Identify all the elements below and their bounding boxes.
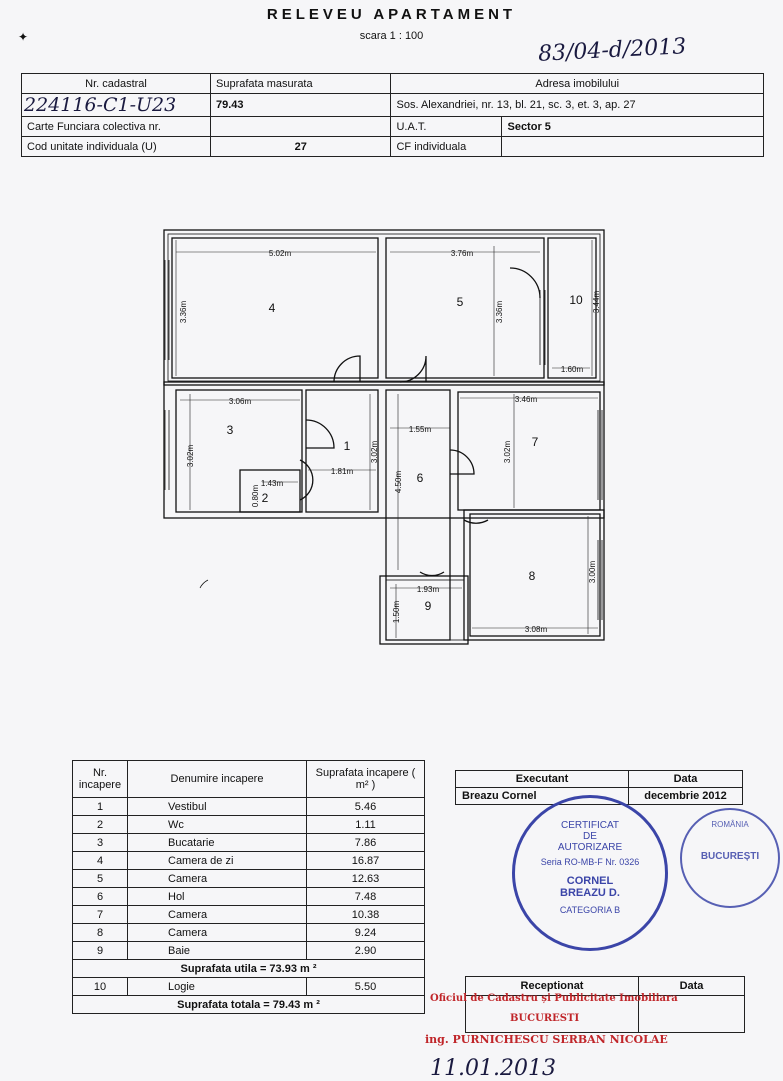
table-row <box>73 852 425 870</box>
row-area: 7.48 <box>307 888 425 906</box>
row-area: 7.86 <box>307 834 425 852</box>
room-3-number: 3 <box>226 423 234 437</box>
table-row <box>73 906 425 924</box>
table-row <box>73 888 425 906</box>
receptionat-data-label: Data <box>639 977 745 996</box>
row-nr: 3 <box>73 834 128 852</box>
cf-individuala-label: CF individuala <box>391 137 502 157</box>
dim-r8-height: 3.00m <box>588 560 597 584</box>
dim-r3-height: 3.02m <box>186 444 195 468</box>
row-name: Logie <box>128 978 307 996</box>
row-name: Vestibul <box>128 798 307 816</box>
page-title: RELEVEU APARTAMENT <box>266 6 517 23</box>
dim-r9-height: 1.50m <box>392 600 401 624</box>
room-10-number: 10 <box>569 293 583 307</box>
dim-r5-height: 3.36m <box>495 300 504 324</box>
office-city-line: BUCURESTI <box>510 1013 580 1024</box>
dim-r1-width: 1.81m <box>330 467 354 476</box>
mark-icon: ✦ <box>18 30 29 44</box>
dim-r4-width: 5.02m <box>268 249 292 258</box>
row-nr: 9 <box>73 942 128 960</box>
dim-r7-height: 3.02m <box>503 440 512 464</box>
cod-unitate-label: Cod unitate individuala (U) <box>22 137 211 157</box>
row-nr: 1 <box>73 798 128 816</box>
uat-label: U.A.T. <box>391 117 502 137</box>
row-area: 1.11 <box>307 816 425 834</box>
dim-r4-height: 3.36m <box>179 300 188 324</box>
row-area: 10.38 <box>307 906 425 924</box>
table-row <box>73 978 425 996</box>
dim-r10-width: 1.60m <box>560 365 584 374</box>
row-name: Camera <box>128 924 307 942</box>
row-name: Bucatarie <box>128 834 307 852</box>
room-8-number: 8 <box>528 569 536 583</box>
row-name: Wc <box>128 816 307 834</box>
executant-label: Executant <box>456 771 629 788</box>
table-row <box>73 834 425 852</box>
certificate-stamp: CERTIFICAT DE AUTORIZARE Seria RO-MB-F Nr. 0326 CORNEL BREAZU D. CATEGORIA B <box>512 795 668 951</box>
rooms-table <box>72 760 425 1014</box>
row-area: 16.87 <box>307 852 425 870</box>
col-area-header: Suprafata incapere ( m² ) <box>307 761 425 798</box>
row-nr: 4 <box>73 852 128 870</box>
scale-label: scara 1 : 100 <box>359 30 424 42</box>
dim-r3-width: 3.06m <box>228 397 252 406</box>
dim-r10-height: 3.44m <box>592 290 601 314</box>
row-area: 5.50 <box>307 978 425 996</box>
adresa-value: Sos. Alexandriei, nr. 13, bl. 21, sc. 3, et. 3, ap. 27 <box>391 94 764 117</box>
dim-r1-height: 3.02m <box>370 440 379 464</box>
uat-value: Sector 5 <box>502 117 764 137</box>
table-row <box>73 798 425 816</box>
receptionat-table <box>465 976 745 1033</box>
ocpi-stamp: ROMÂNIA BUCUREȘTI <box>680 808 780 908</box>
dim-r5-width: 3.76m <box>450 249 474 258</box>
room-2-number: 2 <box>261 491 269 505</box>
nr-cadastral-label: Nr. cadastral <box>22 74 211 94</box>
row-name: Camera <box>128 870 307 888</box>
row-area: 5.46 <box>307 798 425 816</box>
executant-name: Breazu Cornel <box>456 788 629 805</box>
col-name-header: Denumire incapere <box>128 761 307 798</box>
footer-handwritten-date: 11.01.2013 <box>430 1056 556 1081</box>
row-area: 2.90 <box>307 942 425 960</box>
dim-r8-width: 3.08m <box>524 625 548 634</box>
util-total: Suprafata utila = 73.93 m ² <box>73 960 425 978</box>
table-row <box>73 942 425 960</box>
grand-total: Suprafata totala = 79.43 m ² <box>73 996 425 1014</box>
nr-cadastral-value: 224116-C1-U23 <box>22 94 211 117</box>
room-6-number: 6 <box>416 471 424 485</box>
room-7-number: 7 <box>531 435 539 449</box>
dim-r6-height: 4.50m <box>394 470 403 494</box>
row-name: Hol <box>128 888 307 906</box>
plan-outer-top <box>164 230 604 385</box>
engineer-line: ing. PURNICHESCU SERBAN NICOLAE <box>425 1033 668 1046</box>
row-name: Camera <box>128 906 307 924</box>
cod-unitate-value: 27 <box>211 137 391 157</box>
row-nr: 10 <box>73 978 128 996</box>
receptionat-label: Receptionat <box>466 977 639 996</box>
row-nr: 8 <box>73 924 128 942</box>
carte-funciara-label: Carte Funciara colectiva nr. <box>22 117 211 137</box>
row-name: Baie <box>128 942 307 960</box>
row-nr: 5 <box>73 870 128 888</box>
dim-r9-width: 1.93m <box>416 585 440 594</box>
suprafata-value: 79.43 <box>211 94 391 117</box>
row-nr: 7 <box>73 906 128 924</box>
room-4-number: 4 <box>268 301 276 315</box>
adresa-label: Adresa imobilului <box>391 74 764 94</box>
room-9-number: 9 <box>424 599 432 613</box>
dim-r2-height: 0.80m <box>251 484 260 508</box>
office-stamp-line: Oficiul de Cadastru și Publicitate Imobiliara <box>430 993 678 1004</box>
suprafata-label: Suprafata masurata <box>211 74 391 94</box>
table-row <box>73 816 425 834</box>
executant-data-label: Data <box>629 771 743 788</box>
row-area: 12.63 <box>307 870 425 888</box>
dim-r2-width: 1.43m <box>260 479 284 488</box>
dim-r6-width: 1.55m <box>408 425 432 434</box>
room-5-number: 5 <box>456 295 464 309</box>
executant-date: decembrie 2012 <box>629 788 743 805</box>
col-nr-header: Nr. incapere <box>73 761 128 798</box>
row-nr: 2 <box>73 816 128 834</box>
row-area: 9.24 <box>307 924 425 942</box>
table-row <box>73 870 425 888</box>
handwritten-date: 83/04-d/2013 <box>537 34 687 67</box>
table-row <box>73 924 425 942</box>
dim-r7-width: 3.46m <box>514 395 538 404</box>
room-1-number: 1 <box>343 439 351 453</box>
row-name: Camera de zi <box>128 852 307 870</box>
row-nr: 6 <box>73 888 128 906</box>
